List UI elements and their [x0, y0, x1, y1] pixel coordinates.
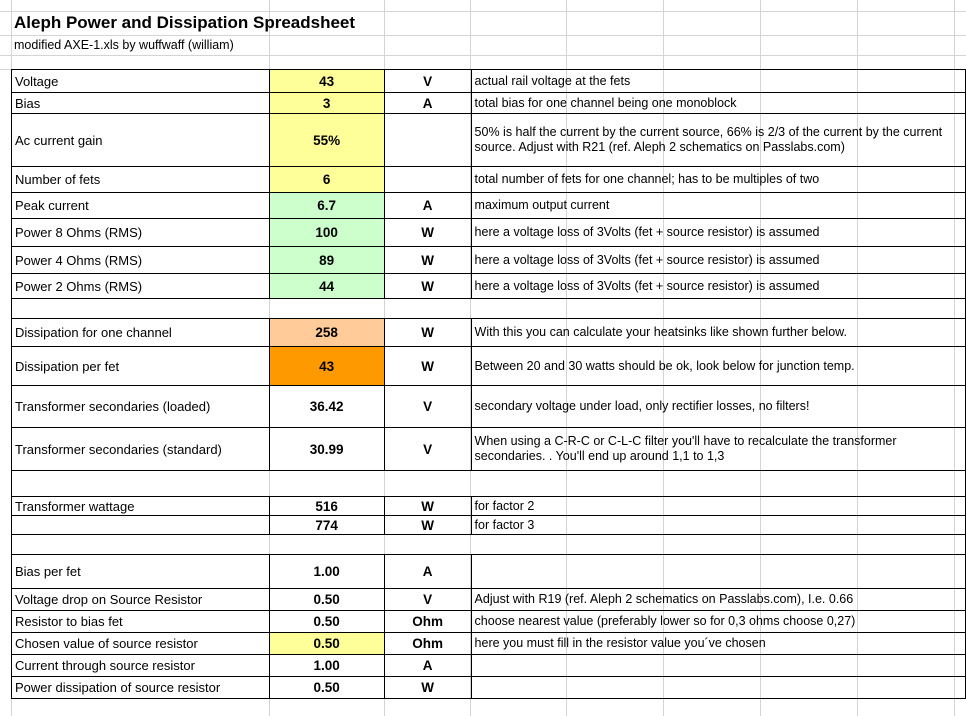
cell-note[interactable]: choose nearest value (preferably lower so for 0,3 ohms choose 0,27) — [471, 611, 965, 633]
cell-note[interactable]: actual rail voltage at the fets — [471, 70, 965, 93]
cell-value[interactable]: 100 — [269, 219, 384, 247]
table-row — [12, 347, 966, 386]
table-row — [12, 386, 966, 428]
cell-value[interactable]: 3 — [269, 93, 384, 114]
cell-value[interactable]: 43 — [269, 347, 384, 386]
table-row — [12, 655, 966, 677]
table-row — [12, 219, 966, 247]
cell-unit[interactable]: A — [384, 555, 471, 589]
table-row — [12, 497, 966, 516]
table-row — [12, 247, 966, 274]
cell-note[interactable]: here a voltage loss of 3Volts (fet + source resistor) is assumed — [471, 219, 965, 247]
cell-label[interactable]: Voltage — [12, 70, 270, 93]
cell-value[interactable]: 36.42 — [269, 386, 384, 428]
cell-unit[interactable]: W — [384, 516, 471, 535]
table-row — [12, 319, 966, 347]
cell-value[interactable]: 89 — [269, 247, 384, 274]
cell-note[interactable]: here a voltage loss of 3Volts (fet + source resistor) is assumed — [471, 274, 965, 299]
table-row — [12, 167, 966, 193]
table-row — [12, 114, 966, 167]
cell-value[interactable]: 0.50 — [269, 589, 384, 611]
cell-note[interactable]: total bias for one channel being one monoblock — [471, 93, 965, 114]
cell-unit[interactable] — [384, 114, 471, 167]
cell-value[interactable]: 0.50 — [269, 611, 384, 633]
table-row — [12, 516, 966, 535]
cell-value[interactable]: 43 — [269, 70, 384, 93]
cell-label[interactable]: Dissipation for one channel — [12, 319, 270, 347]
cell-value[interactable]: 44 — [269, 274, 384, 299]
cell-value[interactable]: 6.7 — [269, 193, 384, 219]
cell-value[interactable]: 6 — [269, 167, 384, 193]
spacer-row — [12, 535, 966, 555]
cell-unit[interactable]: W — [384, 219, 471, 247]
cell-unit[interactable]: W — [384, 347, 471, 386]
cell-unit[interactable]: Ohm — [384, 611, 471, 633]
sheet-title: Aleph Power and Dissipation Spreadsheet — [14, 13, 356, 32]
cell-unit[interactable]: W — [384, 319, 471, 347]
table-row — [12, 589, 966, 611]
table-row — [12, 274, 966, 299]
grid-line — [0, 11, 966, 12]
cell-label[interactable]: Chosen value of source resistor — [12, 633, 270, 655]
sheet-subtitle: modified AXE-1.xls by wuffwaff (william) — [14, 38, 234, 52]
cell-label[interactable]: Number of fets — [12, 167, 270, 193]
cell-unit[interactable]: W — [384, 274, 471, 299]
grid-line — [0, 55, 966, 56]
empty-cell[interactable] — [12, 471, 966, 497]
cell-unit[interactable]: W — [384, 677, 471, 699]
cell-label[interactable]: Power 2 Ohms (RMS) — [12, 274, 270, 299]
cell-label[interactable]: Bias — [12, 93, 270, 114]
cell-label[interactable]: Transformer secondaries (loaded) — [12, 386, 270, 428]
cell-note[interactable]: secondary voltage under load, only rectifier losses, no filters! — [471, 386, 965, 428]
calculation-table — [11, 69, 966, 699]
cell-value[interactable]: 30.99 — [269, 428, 384, 471]
cell-note[interactable]: maximum output current — [471, 193, 965, 219]
cell-note[interactable] — [471, 655, 965, 677]
cell-label[interactable]: Power dissipation of source resistor — [12, 677, 270, 699]
cell-note[interactable]: for factor 3 — [471, 516, 965, 535]
table-row — [12, 70, 966, 93]
cell-value[interactable]: 55% — [269, 114, 384, 167]
cell-label[interactable]: Transformer wattage — [12, 497, 270, 516]
cell-value[interactable]: 1.00 — [269, 555, 384, 589]
grid-line — [0, 35, 966, 36]
table-row — [12, 555, 966, 589]
cell-label[interactable]: Transformer secondaries (standard) — [12, 428, 270, 471]
cell-unit[interactable]: V — [384, 386, 471, 428]
cell-value[interactable]: 0.50 — [269, 633, 384, 655]
cell-note[interactable]: When using a C-R-C or C-L-C filter you'll have to recalculate the transformer secondaries. . You'll end up around 1,1 to 1,3 — [471, 428, 965, 471]
cell-unit[interactable]: A — [384, 93, 471, 114]
cell-note[interactable]: for factor 2 — [471, 497, 965, 516]
table-row — [12, 428, 966, 471]
cell-label[interactable]: Ac current gain — [12, 114, 270, 167]
cell-value[interactable]: 774 — [269, 516, 384, 535]
table-row — [12, 611, 966, 633]
cell-unit[interactable]: W — [384, 497, 471, 516]
cell-note[interactable]: here a voltage loss of 3Volts (fet + source resistor) is assumed — [471, 247, 965, 274]
cell-label[interactable]: Voltage drop on Source Resistor — [12, 589, 270, 611]
cell-label[interactable]: Dissipation per fet — [12, 347, 270, 386]
table-row — [12, 633, 966, 655]
cell-label[interactable]: Power 4 Ohms (RMS) — [12, 247, 270, 274]
cell-unit[interactable]: A — [384, 193, 471, 219]
empty-cell[interactable] — [12, 299, 966, 319]
cell-value[interactable]: 516 — [269, 497, 384, 516]
cell-label[interactable]: Resistor to bias fet — [12, 611, 270, 633]
cell-value[interactable]: 0.50 — [269, 677, 384, 699]
spacer-row — [12, 471, 966, 497]
cell-unit[interactable]: V — [384, 428, 471, 471]
cell-unit[interactable]: A — [384, 655, 471, 677]
cell-label[interactable]: Bias per fet — [12, 555, 270, 589]
spacer-row — [12, 299, 966, 319]
cell-unit[interactable]: W — [384, 247, 471, 274]
cell-unit[interactable] — [384, 167, 471, 193]
cell-note[interactable] — [471, 677, 965, 699]
cell-value[interactable]: 258 — [269, 319, 384, 347]
cell-label[interactable] — [12, 516, 270, 535]
cell-note[interactable]: Between 20 and 30 watts should be ok, look below for junction temp. — [471, 347, 965, 386]
cell-label[interactable]: Current through source resistor — [12, 655, 270, 677]
cell-value[interactable]: 1.00 — [269, 655, 384, 677]
cell-label[interactable]: Power 8 Ohms (RMS) — [12, 219, 270, 247]
cell-label[interactable]: Peak current — [12, 193, 270, 219]
empty-cell[interactable] — [12, 535, 966, 555]
cell-note[interactable]: total number of fets for one channel; has to be multiples of two — [471, 167, 965, 193]
cell-note[interactable]: With this you can calculate your heatsinks like shown further below. — [471, 319, 965, 347]
table-row — [12, 93, 966, 114]
cell-note[interactable] — [471, 555, 965, 589]
cell-unit[interactable]: V — [384, 70, 471, 93]
cell-note[interactable]: 50% is half the current by the current source, 66% is 2/3 of the current by the current source. Adjust with R21 (ref. Aleph 2 schematics on Passlabs.com) — [471, 114, 965, 167]
cell-note[interactable]: here you must fill in the resistor value you´ve chosen — [471, 633, 965, 655]
cell-unit[interactable]: V — [384, 589, 471, 611]
table-row — [12, 193, 966, 219]
cell-unit[interactable]: Ohm — [384, 633, 471, 655]
cell-note[interactable]: Adjust with R19 (ref. Aleph 2 schematics on Passlabs.com), I.e. 0.66 — [471, 589, 965, 611]
table-row — [12, 677, 966, 699]
